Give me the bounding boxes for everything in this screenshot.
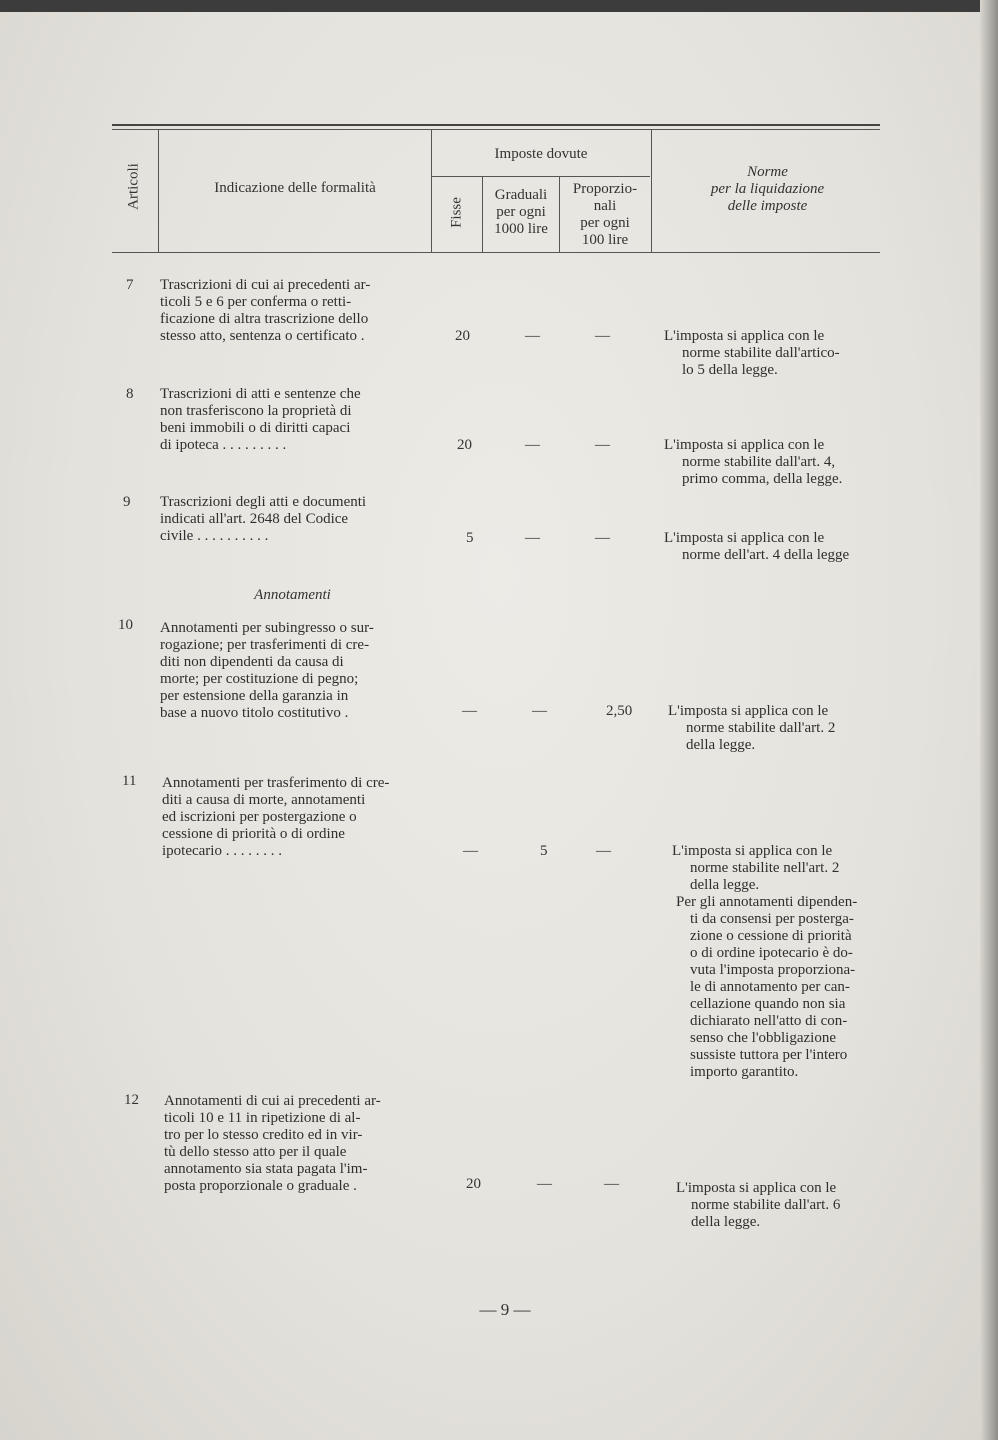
norme-line-3: delle imposte xyxy=(727,198,808,214)
desc-line: ticoli 10 e 11 in ripetizione di al- xyxy=(164,1110,361,1126)
row-description xyxy=(160,494,425,545)
article-number: 8 xyxy=(126,386,134,402)
desc-line: Annotamenti per trasferimento di cre- xyxy=(162,775,390,791)
proporzionali-line-1: Proporzio- xyxy=(572,181,638,197)
desc-line: annotamento sia stata pagata l'im- xyxy=(164,1161,368,1177)
desc-line: Trascrizioni di cui ai precedenti ar- xyxy=(160,277,371,293)
proporzionali-value: 2,50 xyxy=(606,703,633,719)
fisse-value: 5 xyxy=(466,530,474,546)
norme-line: norme stabilite dall'art. 4, xyxy=(682,454,836,470)
header-top-rule xyxy=(112,124,880,126)
desc-line: indicati all'art. 2648 del Codice xyxy=(160,511,349,527)
col-indicazione-header: Indicazione delle formalità xyxy=(214,180,376,196)
desc-line: civile . . . . . . . . . . xyxy=(160,528,269,544)
desc-line: base a nuovo titolo costitutivo . xyxy=(160,705,349,721)
proporzionali-line-3: per ogni xyxy=(580,215,630,231)
desc-line: ficazione di altra trascrizione dello xyxy=(160,311,369,327)
norme-line: le di annotamento per can- xyxy=(690,979,850,995)
norme-line: sussiste tuttora per l'intero xyxy=(690,1047,848,1063)
norme-line: norme stabilite dall'art. 2 xyxy=(686,720,836,736)
header-divider-4 xyxy=(559,177,560,252)
desc-line: rogazione; per trasferimenti di cre- xyxy=(160,637,370,653)
header-divider-1 xyxy=(158,130,159,252)
article-number: 12 xyxy=(124,1092,139,1108)
scan-top-edge xyxy=(0,0,998,12)
row-norme xyxy=(664,328,892,379)
norme-line: norme stabilite dall'artico- xyxy=(682,345,840,361)
graduali-value: — xyxy=(532,703,547,719)
norme-line-2: per la liquidazione xyxy=(710,181,825,197)
desc-line: morte; per costituzione di pegno; xyxy=(160,671,359,687)
norme-line: primo comma, della legge. xyxy=(682,471,843,487)
row-description xyxy=(162,775,427,860)
graduali-value: — xyxy=(537,1176,552,1192)
fisse-value: 20 xyxy=(466,1176,481,1192)
desc-line: per estensione della garanzia in xyxy=(160,688,349,704)
proporzionali-line-2: nali xyxy=(593,198,617,214)
norme-line: della legge. xyxy=(686,737,756,753)
desc-line: Trascrizioni degli atti e documenti xyxy=(160,494,367,510)
page-number: — 9 — xyxy=(479,1300,531,1319)
desc-line: tro per lo stesso credito ed in vir- xyxy=(164,1127,363,1143)
desc-line: diti a causa di morte, annotamenti xyxy=(162,792,366,808)
desc-line: Annotamenti per subingresso o sur- xyxy=(160,620,374,636)
norme-line: L'imposta si applica con le xyxy=(664,328,825,344)
desc-line: ed iscrizioni per postergazione o xyxy=(162,809,357,825)
norme-line: norme stabilite dall'art. 6 xyxy=(691,1197,841,1213)
desc-line: diti non dipendenti da causa di xyxy=(160,654,344,670)
header-top-rule-2 xyxy=(112,129,880,130)
fisse-value: 20 xyxy=(455,328,470,344)
fisse-value: — xyxy=(463,843,478,859)
norme-line: L'imposta si applica con le xyxy=(672,843,833,859)
norme-line: della legge. xyxy=(690,877,760,893)
desc-line: ticoli 5 e 6 per conferma o retti- xyxy=(160,294,352,310)
fisse-value: — xyxy=(462,703,477,719)
row-norme xyxy=(668,703,892,754)
desc-line: posta proporzionale o graduale . xyxy=(164,1178,357,1194)
desc-line: Annotamenti di cui ai precedenti ar- xyxy=(164,1093,381,1109)
norme-line: norme stabilite nell'art. 2 xyxy=(690,860,840,876)
norme-line: senso che l'obbligazione xyxy=(690,1030,836,1046)
row-norme xyxy=(664,437,892,488)
col-graduali-header xyxy=(484,187,558,238)
header-divider-3 xyxy=(482,177,483,252)
header-bottom-rule xyxy=(112,252,880,253)
norme-line: dichiarato nell'atto di con- xyxy=(690,1013,848,1029)
col-norme-header xyxy=(655,164,880,215)
norme-line: norme dell'art. 4 della legge xyxy=(682,547,850,563)
graduali-value: — xyxy=(525,530,540,546)
norme-line: Per gli annotamenti dipenden- xyxy=(676,894,858,910)
norme-line: importo garantito. xyxy=(690,1064,799,1080)
graduali-value: — xyxy=(525,328,540,344)
row-norme xyxy=(672,843,892,1081)
row-norme xyxy=(676,1180,892,1231)
article-number: 10 xyxy=(118,617,133,633)
article-number: 7 xyxy=(126,277,134,293)
proporzionali-value: — xyxy=(595,437,610,453)
fisse-value: 20 xyxy=(457,437,472,453)
norme-line: L'imposta si applica con le xyxy=(664,530,825,546)
graduali-line-3: 1000 lire xyxy=(494,221,548,237)
desc-line: di ipoteca . . . . . . . . . xyxy=(160,437,287,453)
desc-line: beni immobili o di diritti capaci xyxy=(160,420,351,436)
col-articoli-header: Articoli xyxy=(125,163,142,210)
desc-line: ipotecario . . . . . . . . xyxy=(162,843,282,859)
proporzionali-value: — xyxy=(596,843,611,859)
proporzionali-value: — xyxy=(604,1176,619,1192)
norme-line: lo 5 della legge. xyxy=(682,362,778,378)
graduali-value: — xyxy=(525,437,540,453)
norme-line: L'imposta si applica con le xyxy=(668,703,829,719)
col-fisse-header: Fisse xyxy=(448,197,465,228)
desc-line: non trasferiscono la proprietà di xyxy=(160,403,352,419)
norme-line: cellazione quando non sia xyxy=(690,996,846,1012)
row-description xyxy=(160,620,425,722)
desc-line: cessione di priorità o di ordine xyxy=(162,826,345,842)
proporzionali-value: — xyxy=(595,328,610,344)
row-description xyxy=(160,277,425,345)
graduali-line-1: Graduali xyxy=(494,187,548,203)
graduali-value: 5 xyxy=(540,843,548,859)
norme-line: L'imposta si applica con le xyxy=(676,1180,837,1196)
col-proporzionali-header xyxy=(561,181,649,249)
norme-line: della legge. xyxy=(691,1214,761,1230)
norme-line: L'imposta si applica con le xyxy=(664,437,825,453)
scan-right-edge xyxy=(980,0,998,1440)
row-norme xyxy=(664,530,892,564)
header-divider-5 xyxy=(651,130,652,252)
norme-line: vuta l'imposta proporziona- xyxy=(690,962,856,978)
row-description xyxy=(164,1093,427,1195)
article-number: 11 xyxy=(122,773,137,789)
section-title: Annotamenti xyxy=(254,587,331,603)
imposte-dovute-header: Imposte dovute xyxy=(494,146,588,162)
desc-line: tù dello stesso atto per il quale xyxy=(164,1144,347,1160)
norme-line-1: Norme xyxy=(747,164,788,180)
norme-line: o di ordine ipotecario è do- xyxy=(690,945,853,961)
proporzionali-line-4: 100 lire xyxy=(581,232,629,248)
row-description xyxy=(160,386,425,454)
norme-line: ti da consensi per posterga- xyxy=(690,911,854,927)
norme-line: zione o cessione di priorità xyxy=(690,928,852,944)
imposte-subrule xyxy=(432,176,650,177)
desc-line: Trascrizioni di atti e sentenze che xyxy=(160,386,361,402)
article-number: 9 xyxy=(123,494,131,510)
proporzionali-value: — xyxy=(595,530,610,546)
graduali-line-2: per ogni xyxy=(496,204,546,220)
desc-line: stesso atto, sentenza o certificato . xyxy=(160,328,365,344)
